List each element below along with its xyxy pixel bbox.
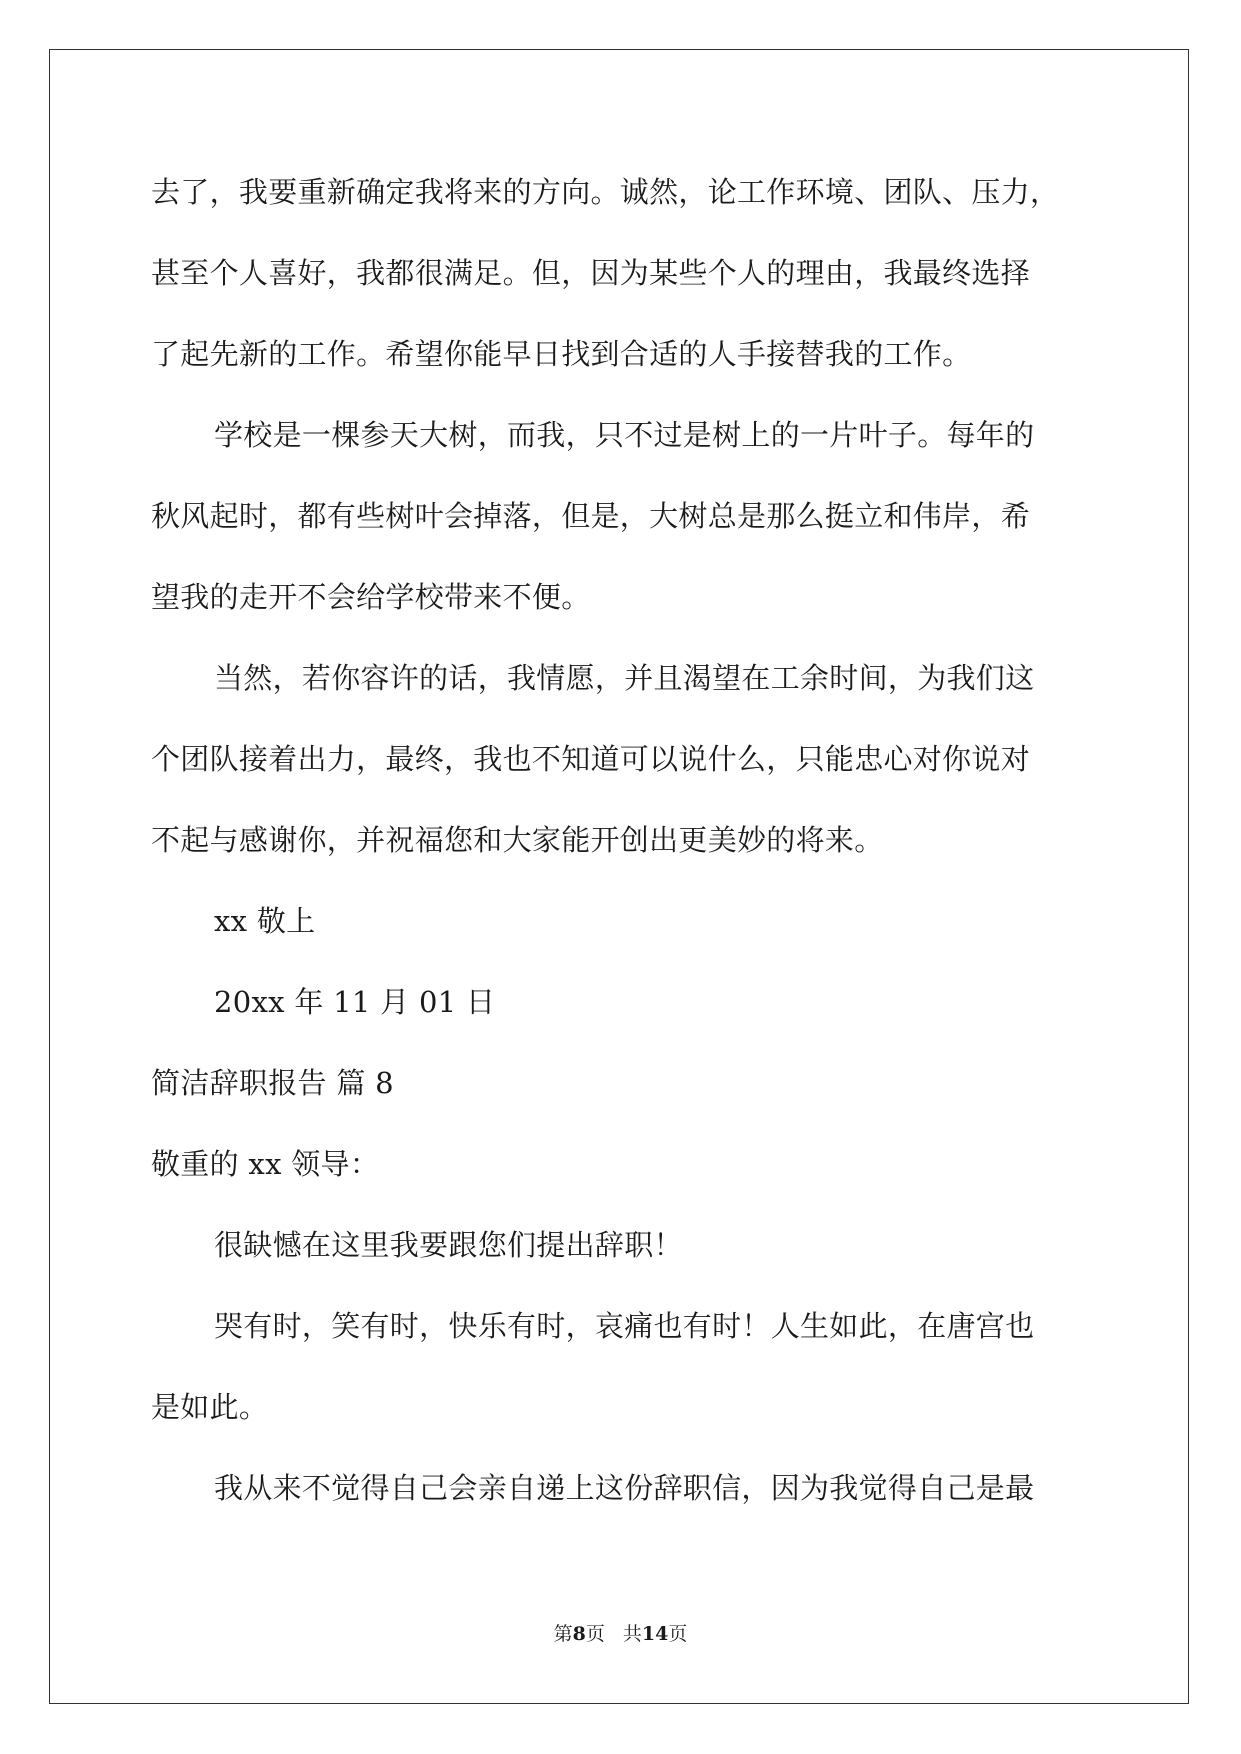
text-line: 我从来不觉得自己会亲自递上这份辞职信，因为我觉得自己是最 [214, 1471, 1035, 1505]
text-line: 望我的走开不会给学校带来不便。 [151, 580, 591, 614]
total-prefix: 共 [622, 1623, 642, 1645]
text-line: 不起与感谢你，并祝福您和大家能开创出更美妙的将来。 [151, 823, 884, 857]
text-line: 个团队接着出力，最终，我也不知道可以说什么，只能忠心对你说对 [151, 742, 1031, 776]
section-heading: 简洁辞职报告 篇 8 [151, 1066, 394, 1100]
text-line: 哭有时，笑有时，快乐有时，哀痛也有时！人生如此，在唐宫也 [214, 1309, 1035, 1343]
page-prefix: 第 [553, 1623, 573, 1645]
text-line: 是如此。 [151, 1390, 269, 1424]
page-footer [0, 1622, 1241, 1646]
total-suffix: 页 [668, 1623, 688, 1645]
text-line: 甚至个人喜好，我都很满足。但，因为某些个人的理由，我最终选择 [151, 256, 1031, 290]
text-line: 很缺憾在这里我要跟您们提出辞职！ [214, 1228, 683, 1262]
page-suffix: 页 [585, 1623, 605, 1645]
date-line: 20xx 年 11 月 01 日 [214, 985, 496, 1019]
signature-line: xx 敬上 [214, 904, 316, 938]
salutation: 敬重的 xx 领导： [151, 1147, 380, 1181]
page-border [49, 49, 1189, 1704]
total-pages: 14 [641, 1623, 669, 1645]
text-line: 秋风起时，都有些树叶会掉落，但是，大树总是那么挺立和伟岸，希 [151, 499, 1031, 533]
text-line: 当然，若你容许的话，我情愿，并且渴望在工余时间，为我们这 [214, 661, 1035, 695]
text-line: 去了，我要重新确定我将来的方向。诚然，论工作环境、团队、压力， [151, 175, 1060, 209]
text-line: 了起先新的工作。希望你能早日找到合适的人手接替我的工作。 [151, 337, 972, 371]
page-number: 8 [572, 1623, 586, 1645]
text-line: 学校是一棵参天大树，而我，只不过是树上的一片叶子。每年的 [214, 418, 1035, 452]
